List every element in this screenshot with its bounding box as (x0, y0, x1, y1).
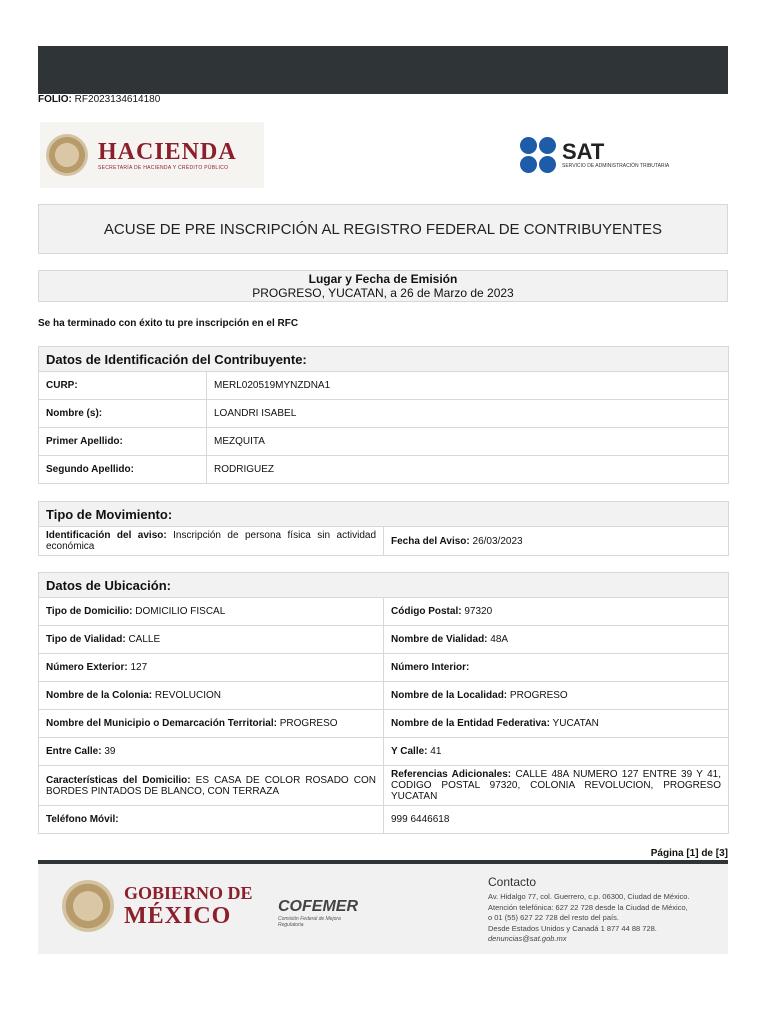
nombre-label: Nombre (s): (39, 400, 207, 428)
national-seal-icon (62, 880, 114, 932)
contacto-line: o 01 (55) 627 22 728 del resto del país. (488, 913, 619, 922)
table-row (39, 372, 729, 400)
identificacion-table (38, 346, 729, 484)
national-seal-icon (46, 134, 88, 176)
telefono-value: 999 6446618 (391, 814, 450, 825)
lugar-fecha-box (38, 270, 728, 302)
contacto-line: Av. Hidalgo 77, col. Guerrero, c.p. 06300, Ciudad de México. (488, 892, 690, 901)
codigo-postal-label: Código Postal: (391, 606, 462, 617)
table-row (39, 710, 729, 738)
municipio-label: Nombre del Municipio o Demarcación Territorial: (46, 718, 277, 729)
y-calle-value: 41 (430, 746, 442, 757)
hacienda-logo (40, 122, 264, 188)
caracteristicas-cell (39, 766, 384, 806)
numero-exterior-label: Número Exterior: (46, 662, 128, 673)
numero-exterior-value: 127 (130, 662, 148, 673)
referencias-cell (384, 766, 729, 806)
segundo-apellido-value: RODRIGUEZ (207, 456, 729, 484)
gobierno-logo (62, 880, 253, 932)
telefono-movil-cell (39, 806, 384, 834)
primer-apellido-value: MEZQUITA (207, 428, 729, 456)
nombre-vialidad-cell (384, 626, 729, 654)
table-row (39, 806, 729, 834)
hacienda-subtitle: SECRETARÍA DE HACIENDA Y CRÉDITO PÚBLICO (98, 165, 229, 171)
y-calle-cell (384, 738, 729, 766)
caracteristicas-label: Características del Domicilio: (46, 774, 191, 786)
segundo-apellido-label: Segundo Apellido: (39, 456, 207, 484)
success-message: Se ha terminado con éxito tu pre inscripción en el RFC (38, 318, 299, 329)
aviso-value: Inscripción de persona física sin actividad económica (46, 530, 377, 552)
nombre-value: LOANDRI ISABEL (207, 400, 729, 428)
entidad-value: YUCATAN (552, 718, 599, 729)
hacienda-name: HACIENDA (98, 139, 237, 165)
movimiento-heading: Tipo de Movimiento: (39, 502, 729, 527)
sat-logo (520, 130, 690, 180)
numero-interior-label: Número Interior: (391, 662, 470, 673)
caracteristicas-value: ES CASA DE COLOR ROSADO CON BORDES PINTADOS DE BLANCO, CON TERRAZA (46, 774, 376, 797)
entidad-label: Nombre de la Entidad Federativa: (391, 718, 550, 729)
numero-interior-cell (384, 654, 729, 682)
tipo-domicilio-value: DOMICILIO FISCAL (135, 606, 226, 617)
fecha-label: Fecha del Aviso: (391, 535, 470, 547)
sat-dots-icon (520, 137, 556, 173)
contacto-line: Desde Estados Unidos y Canadá 1 877 44 88 728. (488, 923, 657, 933)
curp-label: CURP: (39, 372, 207, 400)
contacto-block (488, 874, 723, 945)
telefono-cell (384, 806, 729, 834)
header-bar (38, 46, 728, 94)
ubicacion-table (38, 572, 729, 834)
contacto-line: Atención telefónica: 627 22 728 desde la Ciudad de México, (488, 902, 688, 912)
lugar-value: PROGRESO, YUCATAN, a 26 de Marzo de 2023 (252, 286, 514, 300)
tipo-vialidad-value: CALLE (128, 634, 161, 645)
municipio-cell (39, 710, 384, 738)
referencias-value: CALLE 48A NUMERO 127 ENTRE 39 Y 41, CODIGO POSTAL 97320, COLONIA REVOLUCION, PROGRESO YUCATAN (391, 769, 721, 802)
cofemer-sub: Comisión Federal de Mejora Regulatoria (278, 916, 341, 928)
telefono-movil-label: Teléfono Móvil: (46, 814, 119, 825)
tipo-vialidad-cell (39, 626, 384, 654)
colonia-value: REVOLUCION (154, 690, 222, 701)
identificacion-heading: Datos de Identificación del Contribuyente: (39, 347, 729, 372)
entre-calle-cell (39, 738, 384, 766)
localidad-label: Nombre de la Localidad: (391, 690, 508, 701)
table-row (39, 400, 729, 428)
curp-value: MERL020519MYNZDNA1 (207, 372, 729, 400)
sat-name: SAT (562, 139, 605, 164)
gobierno-line2: MÉXICO (124, 903, 232, 929)
contacto-heading: Contacto (488, 875, 537, 889)
aviso-label: Identificación del aviso: (46, 530, 167, 541)
municipio-value: PROGRESO (279, 718, 338, 729)
table-row (39, 682, 729, 710)
contacto-email[interactable]: denuncias@sat.gob.mx (488, 934, 567, 943)
table-row (39, 598, 729, 626)
codigo-postal-cell (384, 598, 729, 626)
entre-calle-label: Entre Calle: (46, 746, 102, 757)
primer-apellido-label: Primer Apellido: (39, 428, 207, 456)
fecha-value: 26/03/2023 (472, 535, 523, 547)
entre-calle-value: 39 (104, 746, 116, 757)
codigo-postal-value: 97320 (464, 606, 493, 617)
page-number: Página [1] de [3] (650, 848, 728, 859)
tipo-domicilio-label: Tipo de Domicilio: (46, 606, 133, 617)
entidad-cell (384, 710, 729, 738)
nombre-vialidad-label: Nombre de Vialidad: (391, 634, 488, 645)
aviso-cell (39, 527, 384, 556)
referencias-label: Referencias Adicionales: (391, 769, 512, 780)
movimiento-table (38, 501, 729, 556)
ubicacion-heading: Datos de Ubicación: (39, 573, 729, 598)
table-row (39, 527, 729, 556)
document-title: ACUSE DE PRE INSCRIPCIÓN AL REGISTRO FEDERAL DE CONTRIBUYENTES (38, 204, 728, 254)
folio (38, 94, 160, 105)
sat-subtitle: SERVICIO DE ADMINISTRACIÓN TRIBUTARIA (562, 163, 670, 169)
table-row (39, 654, 729, 682)
table-row (39, 766, 729, 806)
footer (38, 864, 728, 954)
table-row (39, 428, 729, 456)
table-row (39, 456, 729, 484)
colonia-cell (39, 682, 384, 710)
localidad-cell (384, 682, 729, 710)
cofemer-name: COFEMER (278, 898, 358, 915)
localidad-value: PROGRESO (509, 690, 568, 701)
table-row (39, 626, 729, 654)
nombre-vialidad-value: 48A (490, 634, 509, 645)
gobierno-line1: GOBIERNO DE (124, 883, 253, 903)
tipo-vialidad-label: Tipo de Vialidad: (46, 634, 126, 645)
tipo-domicilio-cell (39, 598, 384, 626)
table-row (39, 738, 729, 766)
numero-exterior-cell (39, 654, 384, 682)
folio-value: RF2023134614180 (74, 94, 161, 105)
cofemer-logo (278, 898, 358, 928)
lugar-heading: Lugar y Fecha de Emisión (308, 272, 458, 286)
colonia-label: Nombre de la Colonia: (46, 690, 153, 701)
folio-label: FOLIO: (38, 94, 72, 105)
y-calle-label: Y Calle: (391, 746, 428, 757)
fecha-cell (384, 527, 729, 556)
